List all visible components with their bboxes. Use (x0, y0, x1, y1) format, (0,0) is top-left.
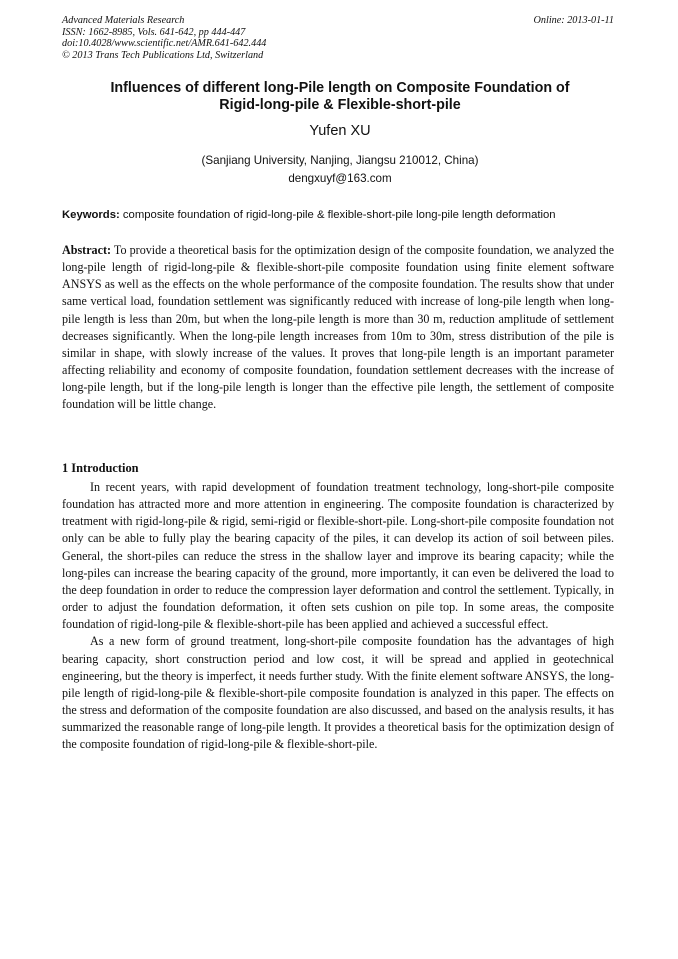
intro-paragraph: In recent years, with rapid development of foundation treatment technology, long-short-pile composite foundation has attracted more and more attention in engineering. The composite foundation is characterized by treatment with rigid-long-pile & rigid, semi-rigid or flexible-short-pile. Long-short-pile composite foundation not only can be able to fully play the bearing capacity of the piles, it can develop its action of soil between piles. General, the short-piles can reduce the stress in the shallow layer and improve its bearing capacity; while the long-piles can increase the bearing capacity of the ground, more importantly, it can even be delivered the load to the deep foundation in order to reduce the compression layer deformation and control the settlement. Typically, in order to adjust the foundation deformation, it often sets cushion on pile top. In some areas, the composite foundation of rigid-long-pile & flexible-short-pile has been applied and achieved a successful effect. (62, 480, 614, 632)
author-name: Yufen XU (309, 123, 371, 139)
journal-name: Advanced Materials Research (62, 15, 185, 26)
keywords-text: composite foundation of rigid-long-pile & flexible-short-pile long-pile length deformation (122, 209, 556, 221)
keywords-label: Keywords: (62, 209, 120, 221)
online-date: Online: 2013-01-11 (533, 15, 614, 26)
abstract (62, 242, 614, 414)
title-line-2: Rigid-long-pile & Flexible-short-pile (219, 97, 461, 113)
abstract-label: Abstract: (62, 243, 112, 257)
abstract-text: To provide a theoretical basis for the optimization design of the composite foundation, we analyzed the long-pile length of rigid-long-pile & flexible-short-pile composite foundation using finite element software ANSYS as well as the effects on the whole performance of the composite foundation. The results show that under same vertical load, foundation settlement was significantly reduced with increase of long-pile length when long-pile length is less than 20m, but when the long-pile length is more than 30 m, reduction amplitude of settlement decreases significantly. When the long-pile length increases from 10m to 30m, stress distribution of the pile is similar in shape, with slowly increase of the values. It proves that long-pile length is an important parameter affecting reliability and economy of composite foundation, foundation settlement decreases with the increase of long-pile length, but if the long-pile length is longer than the effective pile length, the settlement of composite foundation will be little change. (62, 243, 614, 412)
journal-copyright: © 2013 Trans Tech Publications Ltd, Switzerland (62, 49, 264, 61)
affiliation: (Sanjiang University, Nanjing, Jiangsu 210012, China) (201, 154, 479, 167)
journal-issn: ISSN: 1662-8985, Vols. 641-642, pp 444-447 (62, 26, 246, 38)
section-heading: 1 Introduction (62, 461, 139, 475)
journal-doi: doi:10.4028/www.scientific.net/AMR.641-642.444 (62, 38, 267, 50)
keywords (62, 208, 618, 223)
email: dengxuyf@163.com (288, 172, 392, 185)
intro-paragraph: As a new form of ground treatment, long-short-pile composite foundation has the advantages of high bearing capacity, short construction period and low cost, it will be spread and applied in geotechnical engineering, but the theory is imperfect, it needs further study. With the finite element software ANSYS, the long-pile length of rigid-long-pile & flexible-short-pile composite foundation is analyzed in this paper. The effects on the stress and deformation of the composite foundation are also discussed, and based on the analysis results, it has summarized the reasonable range of long-pile length. It provides a theoretical basis for the optimization design of the composite foundation of rigid-long-pile & flexible-short-pile. (62, 634, 614, 752)
introduction-body (62, 479, 614, 754)
title-line-1: Influences of different long-Pile length on Composite Foundation of (110, 80, 570, 96)
paper-title (62, 80, 618, 114)
author-affiliation-block (62, 152, 618, 188)
journal-info (62, 15, 462, 61)
